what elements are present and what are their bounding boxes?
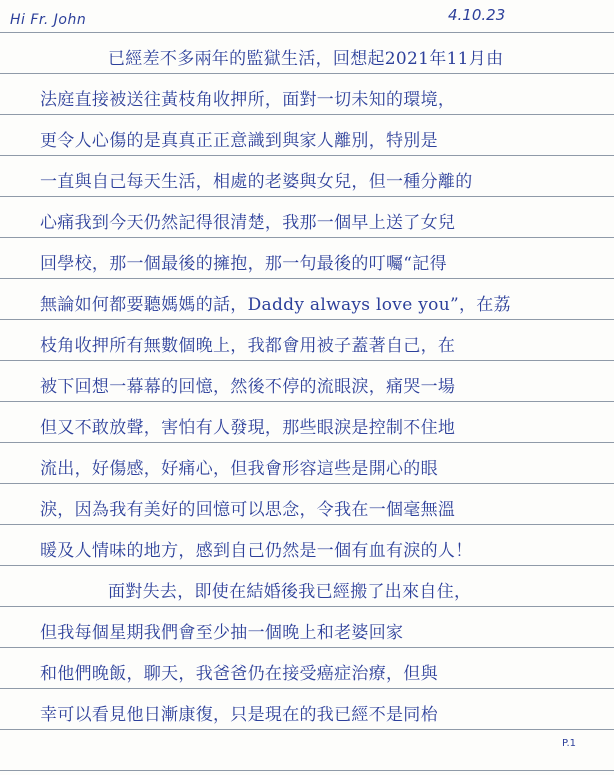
ruled-line	[0, 401, 614, 402]
ruled-line	[0, 770, 614, 771]
letter-line: 法庭直接被送往黃枝角收押所，面對一切未知的環境，	[40, 90, 456, 110]
letter-line: 更令人心傷的是真真正正意識到與家人離別，特別是	[40, 131, 438, 151]
ruled-line	[0, 606, 614, 607]
ruled-line	[0, 155, 614, 156]
letter-greeting: Hi Fr. John	[10, 12, 87, 28]
letter-line: 但我每個星期我們會至少抽一個晚上和老婆回家	[40, 623, 404, 643]
ruled-line	[0, 360, 614, 361]
ruled-line	[0, 278, 614, 279]
letter-line: 淚，因為我有美好的回憶可以思念，令我在一個毫無溫	[40, 500, 456, 520]
letter-line: 回學校，那一個最後的擁抱，那一句最後的叮囑“記得	[40, 254, 447, 274]
letter-line: 幸可以看見他日漸康復，只是現在的我已經不是同枱	[40, 705, 438, 725]
letter-line: 和他們晚飯，聊天，我爸爸仍在接受癌症治療，但與	[40, 664, 438, 684]
ruled-line	[0, 524, 614, 525]
ruled-line	[0, 483, 614, 484]
ruled-line	[0, 729, 614, 730]
letter-line: 枝角收押所有無數個晚上，我都會用被子蓋著自己，在	[40, 336, 456, 356]
ruled-line	[0, 319, 614, 320]
letter-date: 4.10.23	[448, 6, 506, 24]
ruled-line	[0, 114, 614, 115]
letter-line: 心痛我到今天仍然記得很清楚，我那一個早上送了女兒	[40, 213, 456, 233]
ruled-line	[0, 73, 614, 74]
ruled-line	[0, 647, 614, 648]
letter-line: 一直與自己每天生活，相處的老婆與女兒，但一種分離的	[40, 172, 473, 192]
letter-line: 但又不敢放聲，害怕有人發現，那些眼淚是控制不住地	[40, 418, 456, 438]
ruled-line	[0, 688, 614, 689]
letter-line: 面對失去，即使在結婚後我已經搬了出來自住，	[108, 582, 472, 602]
letter-line: 無論如何都要聽媽媽的話，Daddy always love you”，在荔	[40, 295, 511, 315]
ruled-line	[0, 32, 614, 33]
ruled-line	[0, 442, 614, 443]
letter-line: 流出，好傷感，好痛心，但我會形容這些是開心的眼	[40, 459, 438, 479]
ruled-line	[0, 565, 614, 566]
ruled-line	[0, 196, 614, 197]
letter-line: 已經差不多兩年的監獄生活，回想起2021年11月由	[108, 49, 504, 69]
letter-line: 暖及人情味的地方，感到自己仍然是一個有血有淚的人！	[40, 541, 473, 561]
letter-line: 被下回想一幕幕的回憶，然後不停的流眼淚，痛哭一場	[40, 377, 456, 397]
ruled-line	[0, 237, 614, 238]
page-number: P.1	[562, 738, 577, 749]
